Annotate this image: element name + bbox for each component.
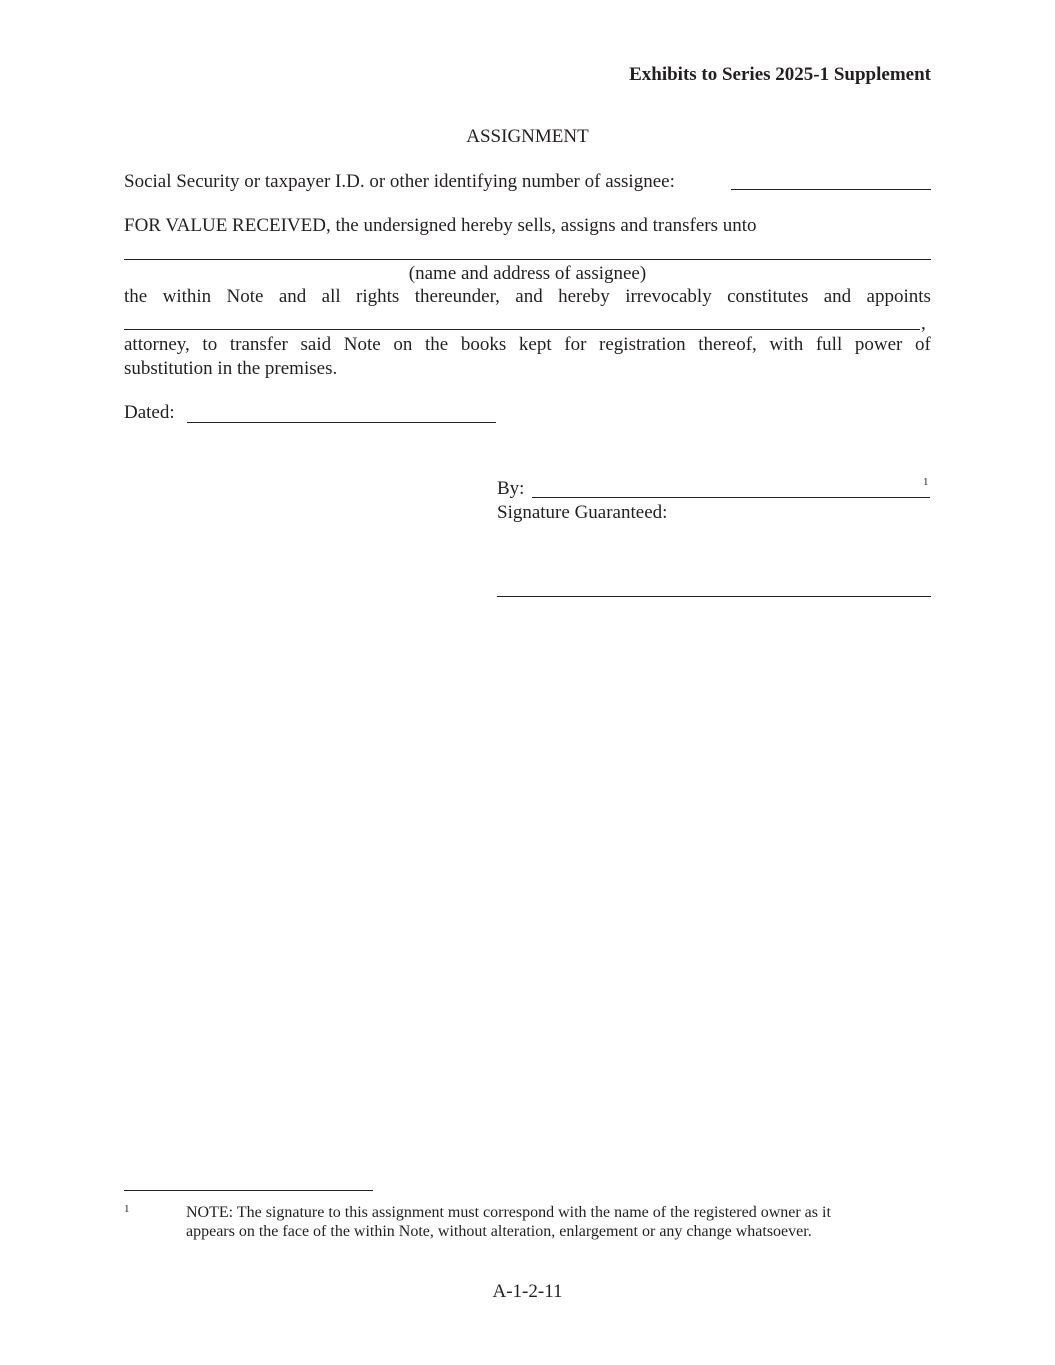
word: with xyxy=(769,334,804,355)
word: on xyxy=(393,334,413,355)
word: the xyxy=(124,286,148,307)
word: books xyxy=(460,334,507,355)
exhibit-header: Exhibits to Series 2025-1 Supplement xyxy=(629,64,931,85)
footnote-line-1: NOTE: The signature to this assignment must correspond with the name of the registered owner as it xyxy=(186,1204,831,1221)
signature-footnote-mark: 1 xyxy=(923,476,929,488)
word: kept xyxy=(518,334,552,355)
signature-guaranteed-label: Signature Guaranteed: xyxy=(497,502,668,523)
footnote-line-2: appears on the face of the within Note, without alteration, enlargement or any change whatsoever. xyxy=(186,1223,812,1240)
word: Note xyxy=(343,334,381,355)
word: constitutes xyxy=(727,286,809,307)
paragraph-line-2 xyxy=(124,333,931,357)
assignee-name-blank[interactable] xyxy=(124,259,931,260)
date-blank[interactable] xyxy=(187,422,496,423)
taxpayer-id-blank[interactable] xyxy=(731,189,931,190)
word: of xyxy=(915,334,931,355)
paragraph-line-3: substitution in the premises. xyxy=(124,358,338,379)
word: thereof, xyxy=(698,334,757,355)
word: within xyxy=(162,286,212,307)
word: rights xyxy=(356,286,400,307)
document-title: ASSIGNMENT xyxy=(466,126,589,147)
attorney-blank-comma: , xyxy=(921,313,926,334)
assignee-caption: (name and address of assignee) xyxy=(408,263,647,284)
footnote-mark: 1 xyxy=(124,1203,130,1215)
word: thereunder, xyxy=(414,286,500,307)
word: to xyxy=(202,334,218,355)
word: for xyxy=(564,334,587,355)
signature-blank[interactable] xyxy=(532,497,930,498)
word: hereby xyxy=(558,286,610,307)
page-number: A-1-2-11 xyxy=(492,1281,563,1302)
word: Note xyxy=(226,286,264,307)
word: full xyxy=(815,334,843,355)
word: power xyxy=(854,334,903,355)
taxpayer-id-label: Social Security or taxpayer I.D. or other identifying number of assignee: xyxy=(124,171,675,192)
footnote-separator xyxy=(124,1190,373,1191)
word: appoints xyxy=(866,286,931,307)
word: registration xyxy=(599,334,686,355)
word: transfer xyxy=(229,334,288,355)
word: attorney, xyxy=(124,334,190,355)
guarantor-signature-blank[interactable] xyxy=(497,596,931,597)
attorney-name-blank[interactable] xyxy=(124,329,920,330)
word: irrevocably xyxy=(625,286,712,307)
by-label: By: xyxy=(497,478,525,499)
dated-label: Dated: xyxy=(124,402,175,423)
word: and xyxy=(278,286,307,307)
word: all xyxy=(321,286,341,307)
word: the xyxy=(424,334,449,355)
paragraph-line-1 xyxy=(124,285,931,309)
for-value-received-text: FOR VALUE RECEIVED, the undersigned hereby sells, assigns and transfers unto xyxy=(124,215,757,236)
word: and xyxy=(823,286,852,307)
word: and xyxy=(515,286,543,307)
word: said xyxy=(300,334,332,355)
